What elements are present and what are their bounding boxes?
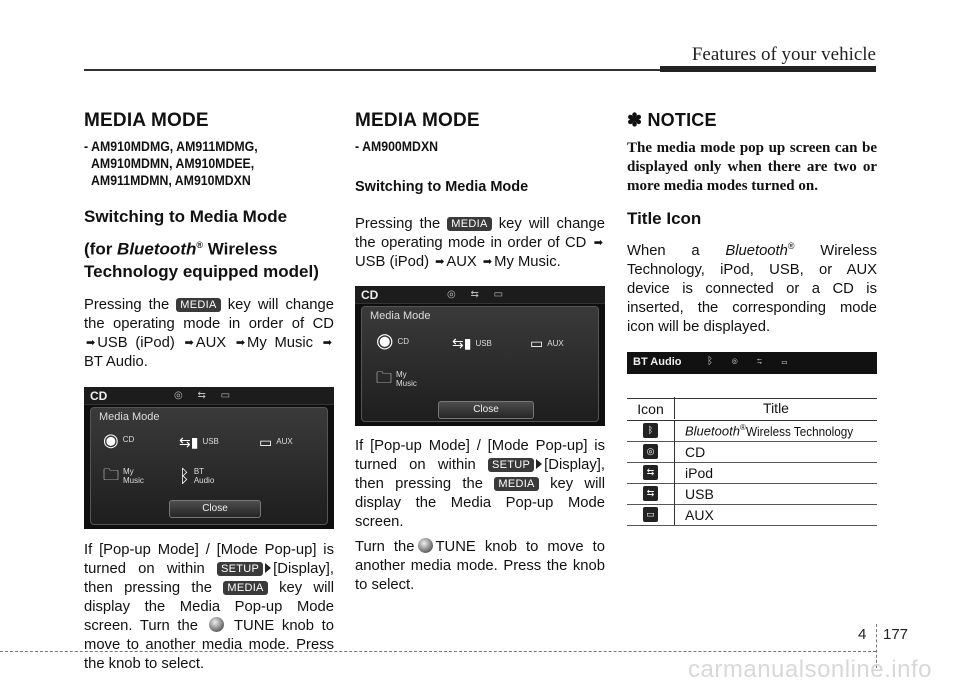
notice-heading: ✽ NOTICE xyxy=(627,110,717,130)
text: TUNE knob to move to another media mode. Press the knob to select. xyxy=(84,617,334,672)
media-option-my-music[interactable] xyxy=(103,466,144,486)
model-line: AM911MDMN, AM910MDXN xyxy=(91,172,251,188)
text: Bluetooth xyxy=(117,239,197,259)
option-label: USB xyxy=(202,437,219,447)
media-option-usb[interactable] xyxy=(179,432,219,452)
icon-cell xyxy=(627,462,675,483)
column-1 xyxy=(84,110,334,674)
registered-mark: ® xyxy=(739,423,746,433)
arrow-icon: ➡ xyxy=(322,336,332,349)
paragraph xyxy=(355,538,605,595)
row-title xyxy=(675,423,877,438)
table-row xyxy=(627,484,877,505)
text: Bluetooth xyxy=(725,242,788,259)
screen-status-bar xyxy=(355,286,605,304)
screen-status-bar xyxy=(84,387,334,405)
triangle-right-icon xyxy=(536,459,542,469)
section-heading: MEDIA MODE xyxy=(355,110,480,131)
text: When a xyxy=(627,242,700,259)
row-title: iPod xyxy=(685,464,714,481)
text: TUNE knob to move to another media mode. Press the knob to select. xyxy=(355,539,605,593)
option-label xyxy=(396,370,417,388)
media-option-cd[interactable] xyxy=(103,430,134,450)
arrow-icon: ➡ xyxy=(482,256,493,268)
model-list: - AM900MDXN xyxy=(355,138,439,154)
text: If [Pop-up Mode] / [Mode Pop-up] is turned on within xyxy=(355,438,605,473)
popup-title: Media Mode xyxy=(370,310,431,322)
cd-icon: ◎ xyxy=(643,444,658,459)
option-label: CD xyxy=(397,336,410,346)
paragraph xyxy=(627,237,877,337)
media-mode-screen xyxy=(84,387,334,529)
media-key-badge: MEDIA xyxy=(447,217,491,231)
option-label: USB xyxy=(475,338,492,348)
media-mode-popup xyxy=(90,407,328,525)
section-heading: MEDIA MODE xyxy=(84,110,209,131)
usb-icon: ⇆ xyxy=(643,486,658,501)
title-bar-label: BT Audio xyxy=(633,355,682,368)
subheading: Switching to Media Mode xyxy=(84,207,288,226)
model-line: - AM910MDMG, AM911MDMG, xyxy=(84,138,258,154)
text: USB (iPod) xyxy=(97,334,175,351)
aux-icon: ▭ xyxy=(530,335,544,351)
column-3 xyxy=(627,110,877,526)
cd-icon: ◉ xyxy=(103,429,119,450)
text: Pressing the xyxy=(355,216,441,232)
usb-icon: ⇆ xyxy=(643,465,658,480)
text: BT Audio. xyxy=(84,353,148,370)
media-key-badge: MEDIA xyxy=(494,477,538,491)
icon-cell xyxy=(627,441,675,462)
text: key will display the Media Pop-up Mode screen. Turn the xyxy=(84,579,334,634)
chapter-number: 4 xyxy=(858,626,867,643)
media-mode-screen xyxy=(355,286,605,426)
close-button[interactable]: Close xyxy=(169,500,261,518)
arrow-icon: ➡ xyxy=(184,336,194,349)
registered-mark: ® xyxy=(787,241,795,251)
text: My xyxy=(123,466,134,476)
subheading-bt xyxy=(84,234,334,261)
subheading: Switching to Media Mode xyxy=(355,179,529,195)
subheading: Title Icon xyxy=(627,209,702,228)
table-row xyxy=(627,505,877,526)
icon-cell xyxy=(627,504,675,525)
status-icons: ᛒ ◎ ⇆ ▭ xyxy=(707,355,796,367)
table-row xyxy=(627,463,877,484)
option-label: AUX xyxy=(276,437,293,447)
aux-icon: ▭ xyxy=(259,433,273,450)
model-line: AM910MDMN, AM910MDEE, xyxy=(91,155,255,171)
bluetooth-icon: ᛒ xyxy=(643,423,658,438)
media-option-aux[interactable] xyxy=(259,432,293,452)
row-title: USB xyxy=(685,485,714,502)
arrow-icon: ➡ xyxy=(435,256,445,268)
text: Wireless Technology, iPod, USB, or AUX device is connected or a CD is inserted, the corresponding mode icon will be displayed. xyxy=(627,242,877,335)
paragraph xyxy=(355,437,605,532)
text: Audio xyxy=(193,475,215,485)
column-2 xyxy=(355,110,605,595)
arrow-icon: ➡ xyxy=(86,336,96,349)
text: BT xyxy=(193,466,205,476)
text: Bluetooth xyxy=(685,423,740,439)
text: My xyxy=(396,370,407,379)
text: USB (iPod) xyxy=(355,254,430,270)
icon-cell xyxy=(627,483,675,504)
close-button[interactable]: Close xyxy=(438,401,534,419)
text: Turn the xyxy=(355,539,415,555)
media-key-badge: MEDIA xyxy=(223,581,267,595)
footer-rule xyxy=(0,651,876,652)
screen-mode-label: CD xyxy=(361,288,379,302)
header-accent-bar xyxy=(660,66,876,72)
icon-title-table xyxy=(627,398,877,526)
text: My Music xyxy=(247,334,314,351)
table-row xyxy=(627,421,877,442)
watermark: carmanualsonline.info xyxy=(688,656,932,683)
media-mode-popup xyxy=(361,306,599,422)
text: If [Pop-up Mode] / [Mode Pop-up] is turned on within xyxy=(84,541,334,577)
tune-knob-icon xyxy=(418,538,433,553)
media-option-usb[interactable] xyxy=(452,333,492,353)
text: AUX xyxy=(446,254,477,270)
text: AUX xyxy=(195,334,227,351)
option-label xyxy=(194,467,214,485)
column-header: Title xyxy=(763,399,789,416)
paragraph xyxy=(355,215,605,272)
notice-text: The media mode pop up screen can be displayed only when there are two or more media modes turned on. xyxy=(627,140,877,194)
paragraph xyxy=(84,541,334,674)
setup-key-badge: SETUP xyxy=(217,562,263,576)
cd-icon: ◉ xyxy=(376,330,394,352)
table-header xyxy=(627,399,877,421)
arrow-icon: ➡ xyxy=(593,237,603,249)
popup-title: Media Mode xyxy=(99,410,160,423)
option-label xyxy=(123,467,144,485)
title-bar-screen xyxy=(627,352,877,374)
text: [Display], then pressing the xyxy=(355,457,605,492)
tune-knob-icon xyxy=(209,617,224,632)
text: key will change the operating mode in order of CD xyxy=(84,296,334,332)
table-row xyxy=(627,442,877,463)
media-option-aux[interactable] xyxy=(530,333,564,353)
media-option-bt-audio[interactable] xyxy=(179,466,214,486)
page-number: 177 xyxy=(883,626,909,643)
text: Wireless xyxy=(203,239,278,259)
model-list xyxy=(84,138,335,189)
media-option-my-music[interactable] xyxy=(376,369,417,389)
usb-icon: ⇆▮ xyxy=(179,433,199,450)
text: Music xyxy=(123,475,144,485)
folder-icon: 🗀 xyxy=(103,466,120,484)
row-title: CD xyxy=(685,443,706,460)
paragraph xyxy=(84,296,334,372)
text: key will display the Media Pop-up Mode screen. xyxy=(355,476,605,530)
usb-icon: ⇆▮ xyxy=(452,335,472,351)
text: key will change the operating mode in order of CD xyxy=(355,216,605,251)
text: Pressing the xyxy=(84,296,170,313)
text: (for xyxy=(84,239,118,259)
subheading-cont: Technology equipped model) xyxy=(84,261,319,281)
aux-icon: ▭ xyxy=(643,507,658,522)
folder-icon: 🗀 xyxy=(376,370,393,387)
text: Wireless Technology xyxy=(745,423,853,439)
registered-mark: ® xyxy=(196,240,204,250)
option-label: CD xyxy=(122,435,135,445)
status-icons: ◎ ⇆ ▭ xyxy=(447,289,510,300)
text: [Display], then pressing the xyxy=(84,560,334,596)
media-option-cd[interactable] xyxy=(376,331,409,351)
setup-key-badge: SETUP xyxy=(488,458,534,472)
bluetooth-icon: ᛒ xyxy=(179,465,190,486)
status-icons: ◎ ⇆ ▭ xyxy=(174,389,237,401)
column-header: Icon xyxy=(627,397,675,419)
row-title: AUX xyxy=(685,506,714,523)
text: Music xyxy=(396,379,417,388)
media-key-badge: MEDIA xyxy=(176,298,220,312)
text: My Music. xyxy=(494,254,561,270)
icon-cell xyxy=(627,420,675,441)
triangle-right-icon xyxy=(265,563,271,573)
arrow-icon: ➡ xyxy=(235,336,246,349)
screen-mode-label: CD xyxy=(90,388,108,403)
running-header: Features of your vehicle xyxy=(691,44,876,65)
option-label: AUX xyxy=(547,338,564,348)
